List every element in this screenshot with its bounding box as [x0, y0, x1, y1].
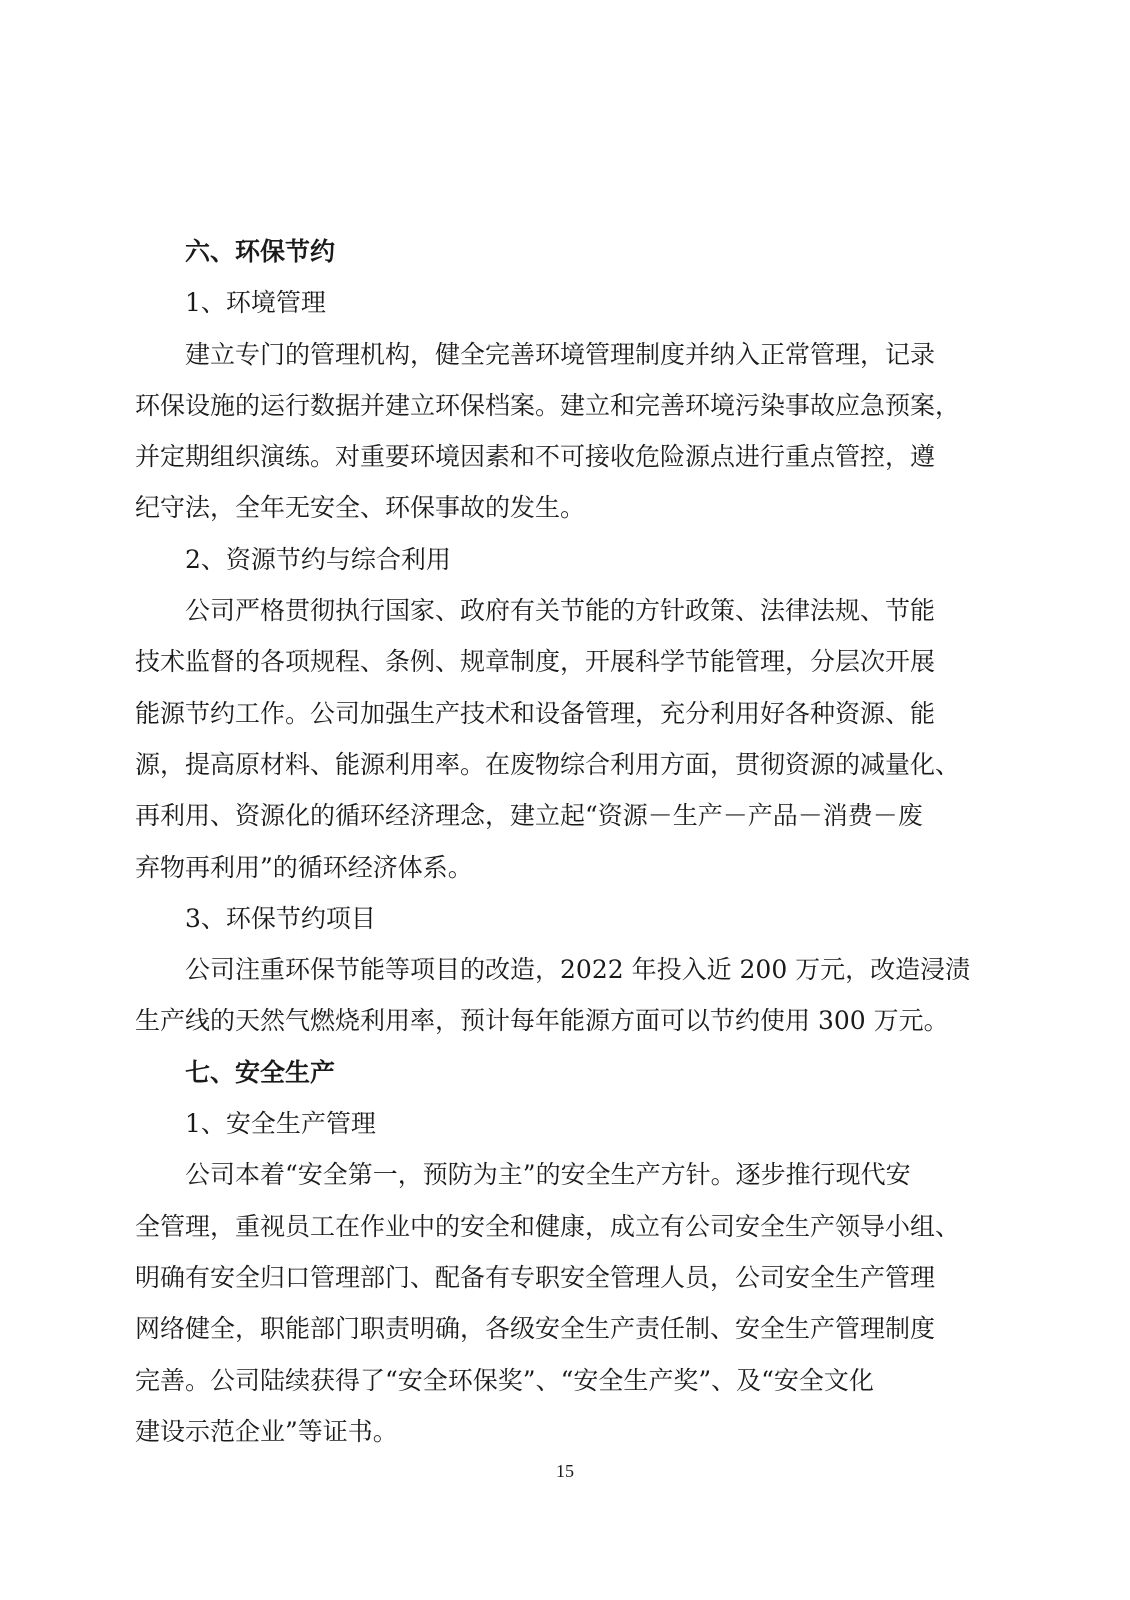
section-heading: 六、环保节约 [185, 237, 336, 266]
paragraph-line: 并定期组织演练。对重要环境因素和不可接收危险源点进行重点管控，遵 [135, 442, 936, 472]
paragraph-line: 公司严格贯彻执行国家、政府有关节能的方针政策、法律法规、节能 [185, 596, 936, 626]
paragraph-line: 弃物再利用”的循环经济体系。 [135, 852, 473, 882]
paragraph-line: 公司注重环保节能等项目的改造，2022 年投入近 200 万元，改造浸渍 [185, 955, 971, 985]
paragraph-line: 源，提高原材料、能源利用率。在废物综合利用方面，贯彻资源的减量化、 [135, 749, 961, 779]
section-heading: 七、安全生产 [185, 1057, 336, 1087]
paragraph-line: 建立专门的管理机构，健全完善环境管理制度并纳入正常管理，记录 [185, 339, 936, 369]
subsection-title: 1、安全生产管理 [185, 1109, 376, 1139]
subsection-title: 1、环境管理 [185, 288, 326, 318]
paragraph-line: 纪守法，全年无安全、环保事故的发生。 [135, 493, 586, 523]
paragraph-line: 公司本着“安全第一，预防为主”的安全生产方针。逐步推行现代安 [185, 1160, 911, 1190]
subsection-title: 3、环保节约项目 [185, 903, 376, 933]
paragraph-line: 生产线的天然气燃烧利用率，预计每年能源方面可以节约使用 300 万元。 [135, 1006, 949, 1036]
paragraph-line: 技术监督的各项规程、条例、规章制度，开展科学节能管理，分层次开展 [135, 647, 936, 677]
paragraph-line: 完善。公司陆续获得了“安全环保奖”、“安全生产奖”、及“安全文化 [135, 1365, 874, 1395]
subsection-title: 2、资源节约与综合利用 [185, 544, 451, 574]
paragraph-line: 能源节约工作。公司加强生产技术和设备管理，充分利用好各种资源、能 [135, 698, 936, 728]
paragraph-line: 网络健全，职能部门职责明确，各级安全生产责任制、安全生产管理制度 [135, 1314, 936, 1344]
paragraph-line: 全管理，重视员工在作业中的安全和健康，成立有公司安全生产领导小组、 [135, 1211, 961, 1241]
paragraph-line: 再利用、资源化的循环经济理念，建立起“资源－生产－产品－消费－废 [135, 801, 923, 831]
page-number: 15 [556, 1461, 574, 1481]
paragraph-line: 环保设施的运行数据并建立环保档案。建立和完善环境污染事故应急预案， [135, 390, 961, 420]
paragraph-line: 建设示范企业”等证书。 [135, 1416, 398, 1446]
paragraph-line: 明确有安全归口管理部门、配备有专职安全管理人员，公司安全生产管理 [135, 1262, 936, 1292]
document-body [135, 226, 985, 1457]
